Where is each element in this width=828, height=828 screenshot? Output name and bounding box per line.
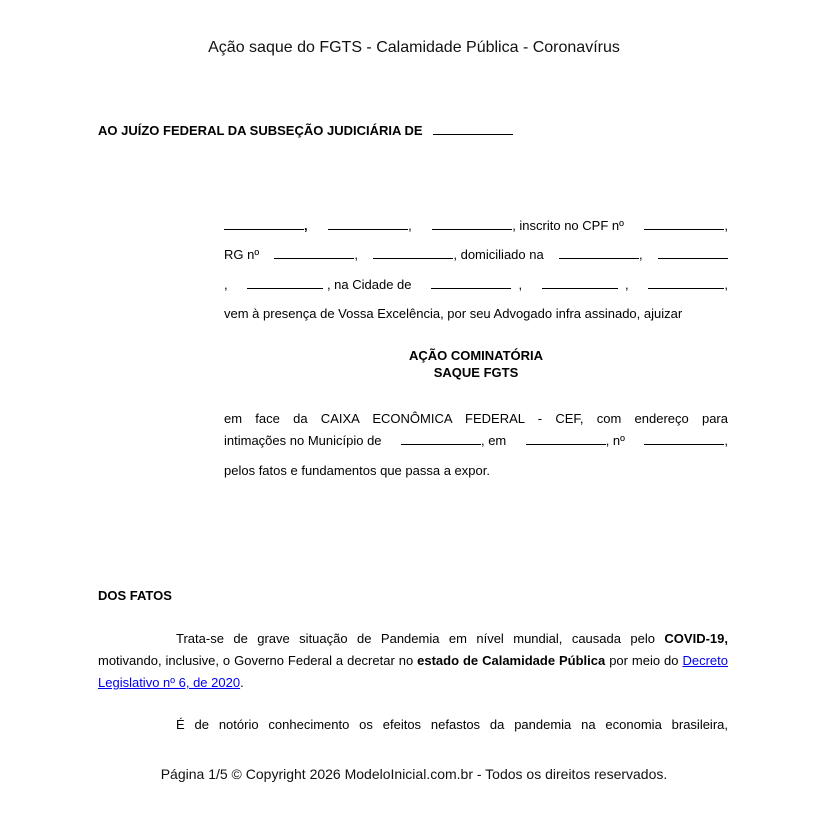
covid-emphasis: COVID-19, <box>664 631 728 646</box>
separator: , <box>625 277 629 292</box>
blank-field-marital-status[interactable] <box>432 219 512 230</box>
blank-field-rg-issuer[interactable] <box>373 248 453 259</box>
party-line-1 <box>224 218 728 233</box>
municipality-label: intimações no Município de <box>224 433 382 448</box>
party-line-3 <box>224 277 728 292</box>
separator: , <box>724 218 728 233</box>
court-heading-text: AO JUÍZO FEDERAL DA SUBSEÇÃO JUDICIÁRIA DE <box>98 123 423 138</box>
party-line-2 <box>224 247 728 262</box>
paragraph-text: É de notório conhecimento os efeitos nefastos da pandemia na economia brasileira, <box>176 717 728 732</box>
separator: , <box>354 247 359 262</box>
separator: , <box>724 433 728 448</box>
blank-field-address[interactable] <box>526 434 606 445</box>
number-label: , nº <box>605 433 625 448</box>
blank-field-subsection[interactable] <box>433 124 513 135</box>
defendant-line-2 <box>224 433 728 448</box>
defendant-line-1 <box>224 411 728 426</box>
separator: , <box>724 277 728 292</box>
paragraph-text: por meio do <box>609 653 679 668</box>
action-title-line-2: SAQUE FGTS <box>433 365 519 380</box>
paragraph-text: motivando, inclusive, o Governo Federal a decretar no <box>98 653 414 668</box>
blank-field-street[interactable] <box>559 248 639 259</box>
blank-field-rg[interactable] <box>274 248 354 259</box>
city-label: , na Cidade de <box>326 277 412 292</box>
facts-paragraph-2 <box>98 714 728 736</box>
blank-field-cpf[interactable] <box>644 219 724 230</box>
cpf-label: , inscrito no CPF nº <box>512 218 624 233</box>
separator: , <box>639 247 643 262</box>
paragraph-text: Trata-se de grave situação de Pandemia em nível mundial, causada pelo <box>176 631 655 646</box>
decree-link[interactable]: Decreto Legislativo nº 6, de 2020 <box>98 653 728 690</box>
facts-paragraph-1 <box>98 628 728 694</box>
page-footer: Página 1/5 © Copyright 2026 ModeloInicial.com.br - Todos os direitos reservados. <box>160 766 668 782</box>
defendant-text: em face da CAIXA ECONÔMICA FEDERAL - CEF, com endereço para <box>224 411 728 426</box>
action-title <box>224 347 728 381</box>
domicile-label: , domiciliado na <box>453 247 544 262</box>
separator: , <box>304 218 308 233</box>
calamity-emphasis: estado de Calamidade Pública <box>417 653 606 668</box>
blank-field-number[interactable] <box>658 248 728 259</box>
party-line-4: vem à presença de Vossa Excelência, por seu Advogado infra assinado, ajuizar <box>224 306 683 321</box>
blank-field-municipality[interactable] <box>401 434 481 445</box>
court-heading <box>98 123 513 138</box>
defendant-line-3: pelos fatos e fundamentos que passa a expor. <box>224 463 490 478</box>
address-label: , em <box>480 433 507 448</box>
page-header-title: Ação saque do FGTS - Calamidade Pública - Coronavírus <box>208 39 620 56</box>
period: . <box>240 675 244 690</box>
separator: , <box>408 218 412 233</box>
party-name-group <box>224 218 308 233</box>
action-title-line-1: AÇÃO COMINATÓRIA <box>408 348 544 363</box>
blank-field-zip[interactable] <box>648 278 724 289</box>
blank-field-state[interactable] <box>542 278 618 289</box>
rg-label: RG nº <box>224 247 260 262</box>
blank-field-district[interactable] <box>247 278 323 289</box>
blank-field-nationality[interactable] <box>328 219 408 230</box>
separator: , <box>518 277 523 292</box>
blank-field-address-number[interactable] <box>644 434 724 445</box>
blank-field-name[interactable] <box>224 219 304 230</box>
blank-field-city[interactable] <box>431 278 511 289</box>
separator: , <box>224 277 228 292</box>
section-heading-facts: DOS FATOS <box>98 588 172 603</box>
